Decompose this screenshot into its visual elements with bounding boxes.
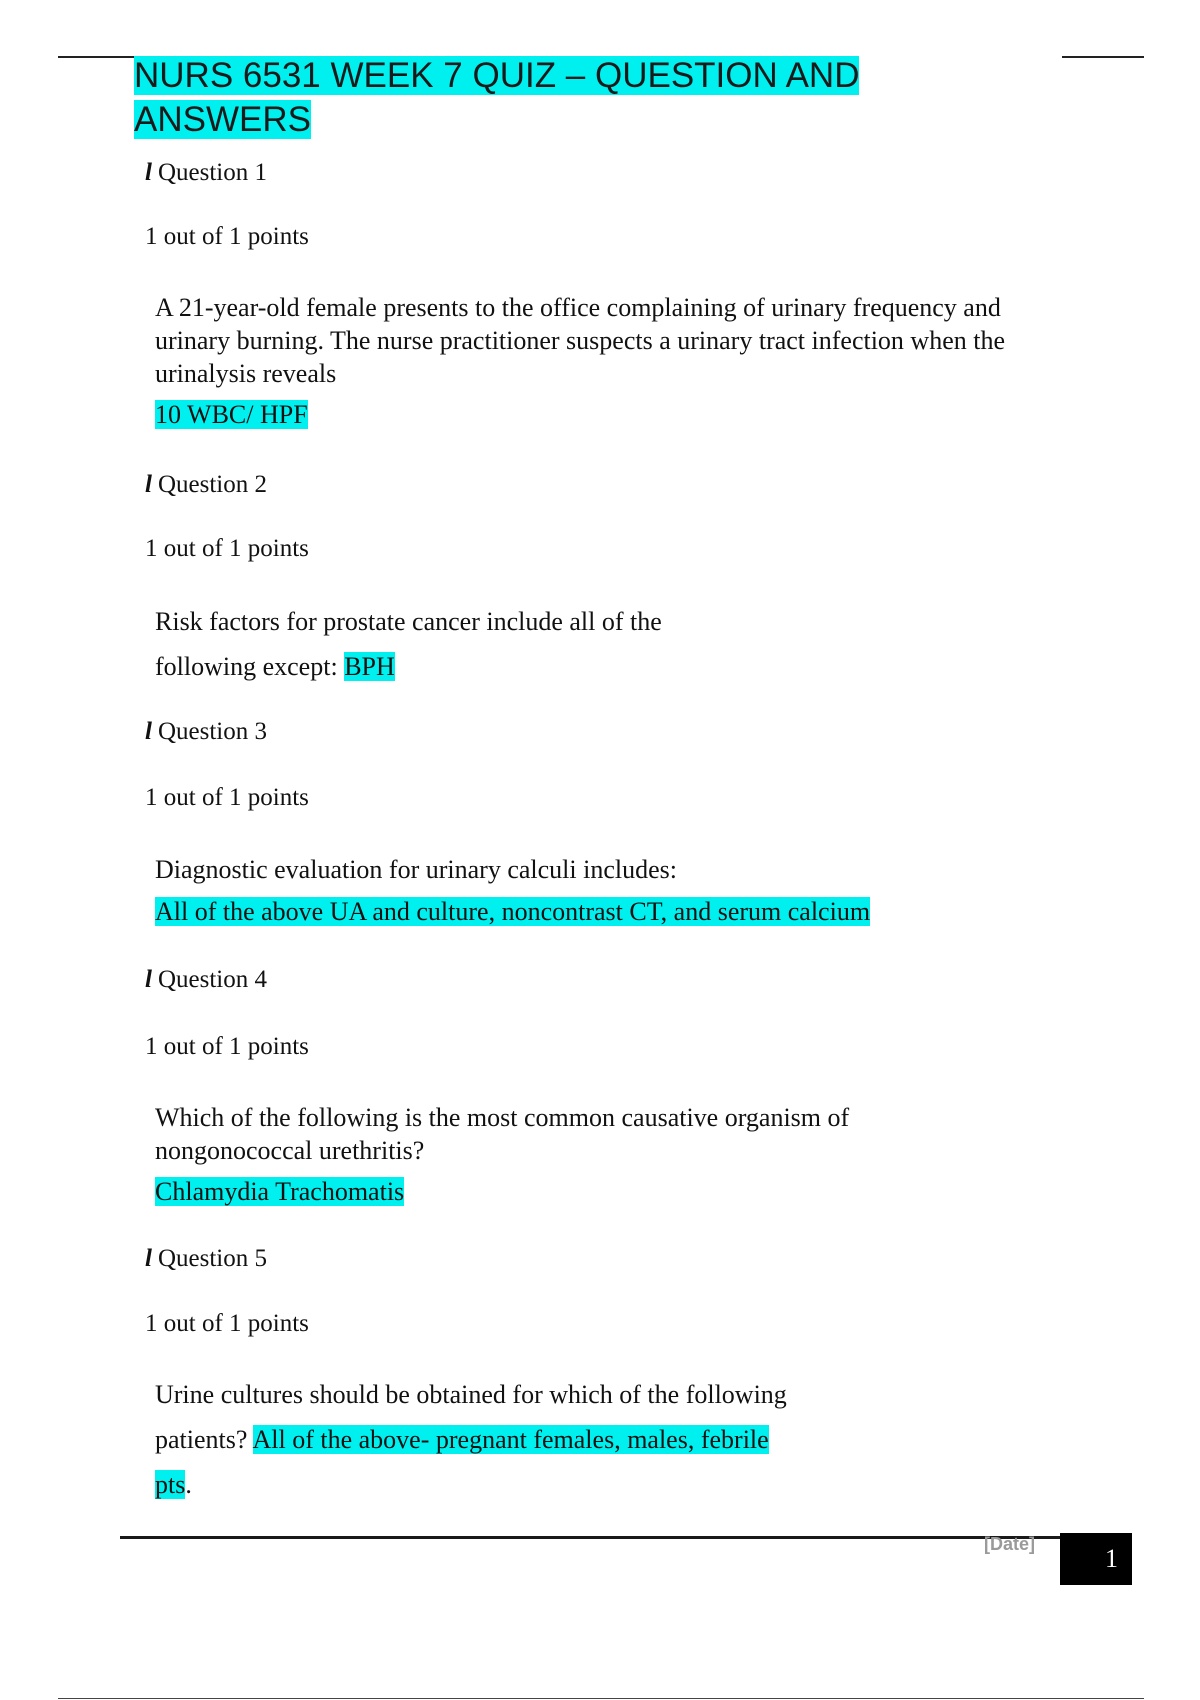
question-5-text [155,1378,787,1502]
question-3-points: 1 out of 1 points [145,784,309,811]
question-label: Question 1 [157,159,267,186]
question-4-points: 1 out of 1 points [145,1033,309,1060]
question-4-heading [145,964,267,996]
question-1-text: A 21-year-old female presents to the office complaining of urinary frequency and urinary burning. The nurse practitioner suspects a urinary tract infection when the urinalysis reveals [155,293,1006,388]
answer-period: . [185,1470,192,1499]
question-label: Question 2 [157,471,267,498]
answer-highlight: 10 WBC/ HPF [155,400,308,429]
question-1-heading [145,157,267,189]
question-text-line [155,650,662,684]
question-5-points: 1 out of 1 points [145,1310,309,1337]
question-label: Question 4 [157,966,267,993]
question-text-line: Diagnostic evaluation for urinary calculi includes: [155,855,677,884]
question-answer-line [155,1468,787,1502]
question-3-heading [145,716,267,748]
answer-highlight: pts [155,1470,186,1499]
document-title: NURS 6531 WEEK 7 QUIZ – QUESTION AND ANSWERS [134,56,860,139]
question-2-text [155,605,662,684]
question-5-heading [145,1243,267,1275]
bullet-icon: l [145,718,152,745]
bullet-icon: l [145,471,152,498]
question-1-points: 1 out of 1 points [145,223,309,250]
bottom-rule [58,1698,1144,1699]
answer-highlight: BPH [344,652,395,681]
date-placeholder: [Date] [984,1534,1036,1554]
question-label: Question 5 [157,1245,267,1272]
question-4-answer [155,1175,404,1209]
question-text: patients? [155,1425,248,1454]
question-text-line [155,1423,787,1457]
question-text: following except: [155,652,338,681]
bullet-icon: l [145,1245,152,1272]
bullet-icon: l [145,159,152,186]
answer-highlight: All of the above UA and culture, noncontrast CT, and serum calcium [155,897,871,926]
question-2-points: 1 out of 1 points [145,535,309,562]
bullet-icon: l [145,966,152,993]
question-label: Question 3 [157,718,267,745]
header-rule-right [1062,56,1144,58]
page-number: 1 [1060,1533,1132,1585]
question-3-text [155,853,870,929]
question-2-heading [145,469,267,501]
question-1-answer [155,398,308,432]
question-text-line: Risk factors for prostate cancer include all of the [155,607,662,636]
question-answer-line [155,895,870,929]
question-4-text: Which of the following is the most common causative organism of nongonococcal urethritis? [155,1103,850,1165]
footer-rule [120,1536,1060,1539]
answer-highlight: Chlamydia Trachomatis [155,1177,405,1206]
header-rule-left [58,56,134,58]
answer-highlight: All of the above- pregnant females, males, febrile [252,1425,769,1454]
question-text-line: Urine cultures should be obtained for which of the following [155,1380,787,1409]
